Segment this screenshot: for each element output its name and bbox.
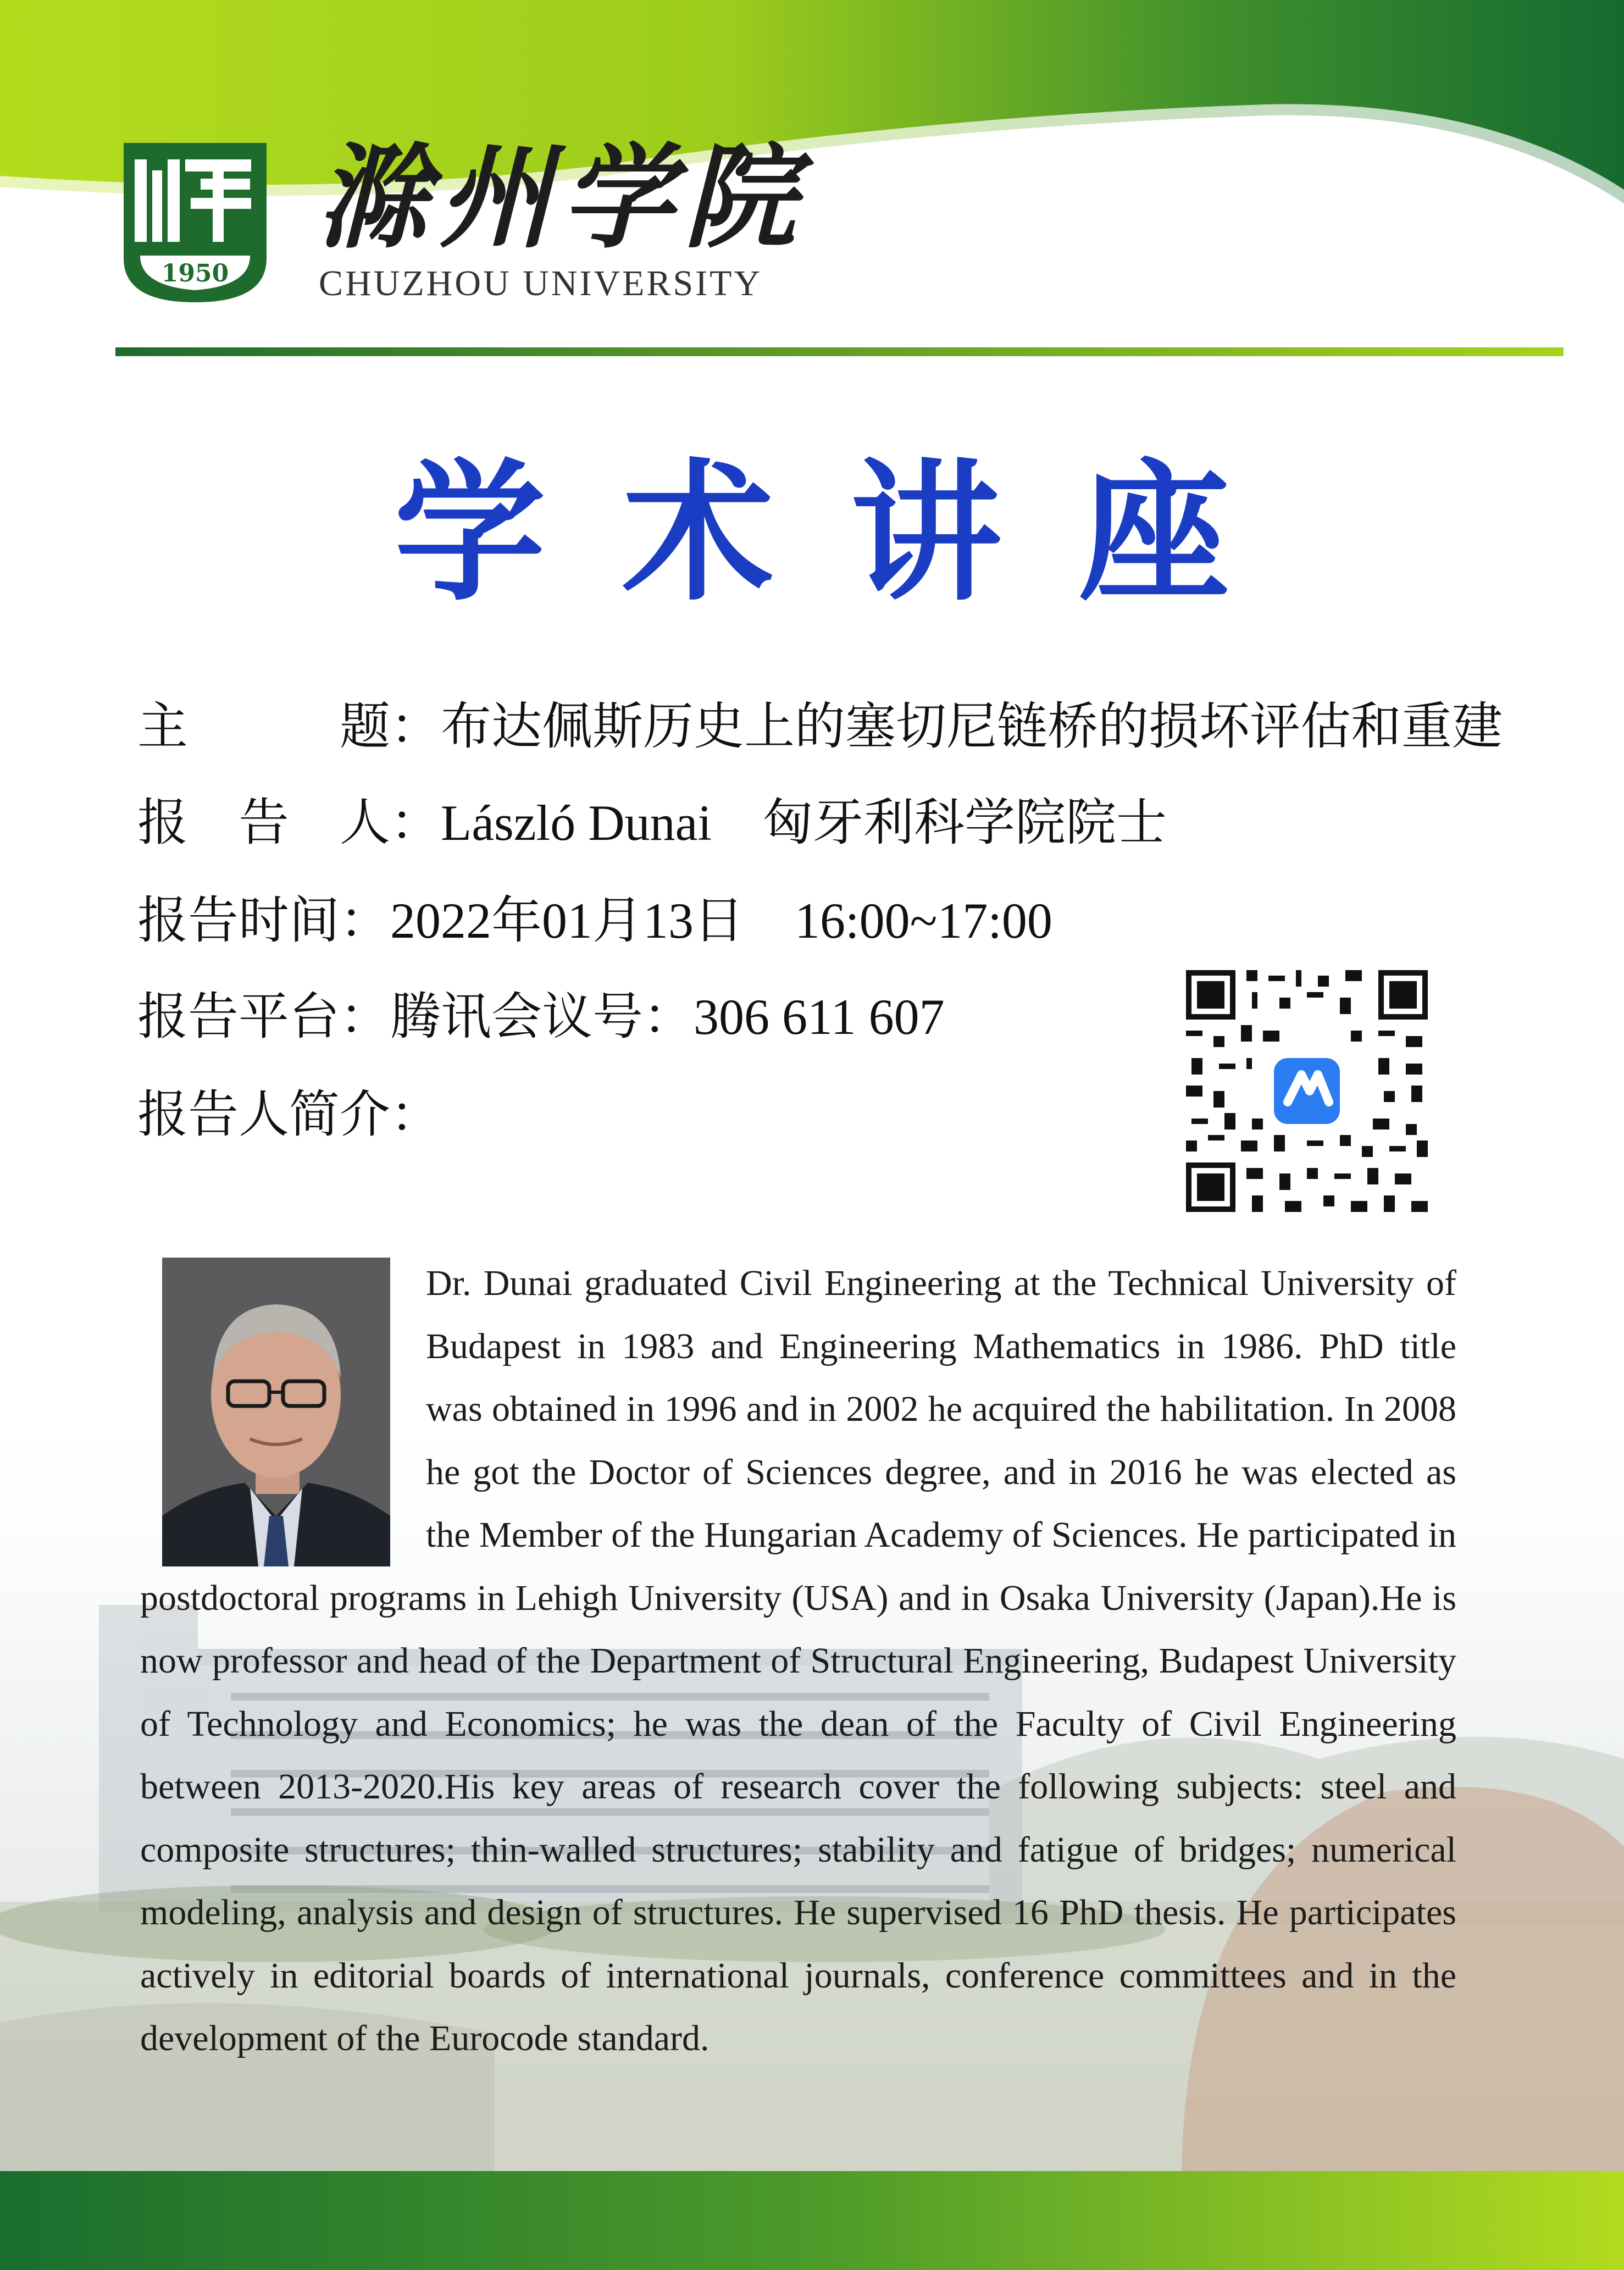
tencent-meeting-icon	[1274, 1058, 1340, 1124]
footer-band	[0, 2171, 1624, 2270]
logo-year: 1950	[161, 259, 229, 287]
biography-text: Dr. Dunai graduated Civil Engineering at the Technical University of Budapest in 1983 and Engineering Mathematics in 1986. PhD title was obtained in 1996 and in 2002 he acquired the habilitation. In 2008 he got the Doctor of Sciences degree, and in 2016 he was elected as the Member of the Hungarian Academy of Sciences. He participated in postdoctoral programs in Lehigh University (USA) and in Osaka University (Japan).He is now professor and head of the Department of Structural Engineering, Budapest University of Technology and Economics; he was the dean of the Faculty of Civil Engineering between 2013-2020.His key areas of research cover the following subjects: steel and composite structures; thin-walled structures; stability and fatigue of bridges; numerical modeling, analysis and design of structures. He supervised 16 PhD thesis. He participates actively in editorial boards of international journals, conference committees and in the development of the Eurocode standard.	[140, 1263, 1456, 2058]
time-label: 报告时间：	[137, 891, 391, 950]
university-logo	[118, 137, 272, 308]
platform-value: 腾讯会议号：306 611 607	[390, 989, 945, 1045]
speaker-value: László Dunai 匈牙利科学院院士	[441, 795, 1167, 851]
platform-line	[137, 984, 945, 1050]
university-name-english: CHUZHOU UNIVERSITY	[319, 263, 763, 303]
topic-line	[137, 694, 1503, 760]
header-divider	[115, 347, 1564, 356]
topic-value: 布达佩斯历史上的塞切尼链桥的损坏评估和重建	[441, 697, 1503, 756]
speaker-line	[137, 790, 1167, 856]
meeting-qr-code[interactable]	[1180, 965, 1433, 1217]
page-title: 学术讲座	[394, 445, 1307, 621]
time-line	[137, 888, 1052, 954]
intro-line	[137, 1082, 441, 1148]
platform-label: 报告平台：	[137, 987, 391, 1046]
university-name-chinese: 滁州学院	[316, 132, 806, 264]
photo-wrap-spacer	[140, 1252, 426, 1566]
time-value: 2022年01月13日 16:00~17:00	[390, 893, 1052, 949]
speaker-biography	[140, 1252, 1456, 2070]
topic-label: 主 题：	[137, 697, 441, 756]
intro-label: 报告人简介：	[137, 1085, 441, 1144]
speaker-label: 报 告 人：	[137, 793, 441, 852]
